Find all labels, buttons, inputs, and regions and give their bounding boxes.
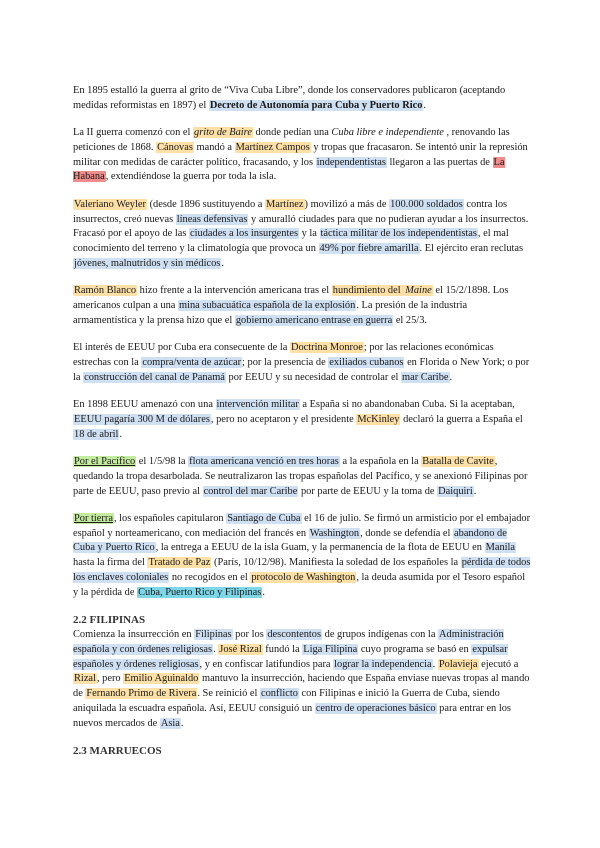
text-run: , renovando las peticiones de 1868.: [73, 127, 510, 153]
text-run: . El ejército eran reclutas: [419, 243, 524, 255]
text-run: .: [119, 428, 123, 440]
highlighted-term: Filipinas: [195, 628, 232, 640]
text-run: el 1/5/98 la: [136, 455, 189, 467]
highlighted-term: La Habana: [73, 156, 505, 183]
text-run: (París, 10/12/98). Manifiesta la soledad de los españoles la: [211, 557, 461, 569]
text-run: .: [213, 643, 219, 655]
paragraph-tierra: [73, 512, 531, 601]
highlighted-term: intervención militar: [216, 399, 299, 411]
highlighted-term: Administración española y con órdenes religiosas: [73, 628, 504, 655]
text-run: el 25/3.: [393, 314, 427, 326]
highlighted-term: ciudades a los insurgentes: [190, 228, 299, 240]
highlighted-term: Asia: [160, 717, 180, 729]
paragraph-filipinas: [73, 628, 531, 732]
highlighted-term: lograr la independencia: [334, 658, 432, 670]
highlighted-term: mar Caribe: [402, 371, 449, 383]
highlighted-term: centro de operaciones básico: [315, 702, 436, 714]
text-run: el 15/2/1898. Los americanos culpan a una: [73, 285, 509, 312]
paragraph-grito-de-baire: [73, 126, 531, 185]
text-run: por EEUU y su necesidad de controlar el: [225, 371, 402, 383]
text-run: , quedando la tropa desarbolada. Se neutralizaron las tropas españolas del Pacífico, y se anexionó Filipinas por parte de EEUU, paso previo al: [73, 455, 528, 497]
text-run: y tropas que fracasaron. Se intentó unir la represión militar con medidas de carácter político, fracasando, y los: [73, 141, 528, 168]
highlighted-term: Ramón Blanco: [74, 285, 137, 297]
highlighted-term: 18 de abril: [74, 428, 119, 440]
highlighted-term: Polavieja: [438, 658, 478, 670]
text-run: no recogidos en el: [169, 572, 251, 584]
text-run: y la: [299, 228, 320, 240]
highlighted-term: Manila: [485, 542, 516, 554]
highlighted-term: líneas defensivas: [176, 213, 248, 225]
highlighted-term: 100.000 soldados: [390, 198, 463, 210]
highlighted-term: construcción del canal de Panamá: [84, 371, 225, 383]
highlighted-term: Cánovas: [157, 141, 193, 153]
text-run: , pero no aceptaron y el presidente: [210, 413, 357, 425]
highlighted-term: Rizal: [74, 673, 96, 685]
text-run: .: [473, 485, 477, 497]
text-run: ejecutó a: [478, 658, 519, 670]
text-run: mandó a: [193, 141, 235, 153]
underlined-highlight: Por tierra: [74, 512, 113, 524]
text-run: ; por la presencia de: [242, 356, 329, 368]
text-run: , los españoles capitularon: [113, 512, 227, 524]
text-run: .: [180, 717, 184, 729]
text-run: por parte de EEUU y la toma de: [298, 485, 438, 497]
highlighted-term: táctica militar de los independentistas: [320, 228, 477, 240]
highlighted-term: Martínez Campos: [235, 141, 310, 153]
highlighted-term: EEUU pagaría 300 M de dólares: [74, 413, 210, 425]
highlighted-term: Daiquiri: [438, 485, 473, 497]
highlighted-term: McKinley: [357, 413, 400, 425]
highlighted-term: Washington: [309, 527, 360, 539]
highlighted-term: Liga Filipina: [303, 643, 358, 655]
text-run: .: [449, 371, 453, 383]
text-run: a España si no abandonaban Cuba. Si la aceptaban,: [299, 399, 515, 411]
text-run: el 16 de julio. Se firmó un armisticio por el embajador español y norteamericano, con mediación del francés en: [73, 512, 531, 539]
highlighted-term: control del mar Caribe: [203, 485, 298, 497]
text-run: , el mal conocimiento del terreno y la climatología que provoca un: [73, 228, 509, 255]
highlighted-term: Decreto de Autonomía para Cuba y Puerto Rico: [209, 99, 423, 111]
highlighted-term: 49% por fiebre amarilla: [319, 243, 419, 255]
text-run: de grupos indígenas con la: [322, 628, 439, 640]
text-run: a la española en la: [339, 455, 422, 467]
paragraph-interes-eeuu: [73, 341, 531, 385]
text-run: declaró la guerra a España el: [400, 413, 523, 425]
text-run: hasta la firma del: [73, 557, 148, 569]
text-run: . Se reinició el: [197, 688, 260, 700]
text-run: llegaron a las puertas de: [386, 156, 493, 168]
document-body: [73, 84, 531, 759]
text-run: , extendiéndose la guerra por toda la isla.: [105, 171, 277, 183]
text-run: para entrar en los nuevos mercados de: [73, 702, 511, 729]
highlighted-term: pérdida de todos los enclaves coloniales: [73, 557, 531, 584]
highlighted-term: Maine: [405, 285, 432, 297]
text-run: hizo frente a la intervención americana tras el: [137, 285, 332, 297]
section-heading-filipinas: 2.2 FILIPINAS: [73, 614, 146, 627]
paragraph-amenaza-1898: [73, 398, 531, 442]
paragraph-pacifico: [73, 455, 531, 499]
text-run: , donde se defendía el: [360, 527, 454, 539]
text-run: cuyo programa se basó en: [358, 643, 472, 655]
highlighted-term: Martínez: [266, 198, 304, 210]
highlighted-term: Emilio Aguinaldo: [124, 673, 199, 685]
highlighted-term: gobierno americano entrase en guerra: [235, 314, 393, 326]
text-run: contra los insurrectos, creó nuevas: [73, 198, 508, 225]
text-run: , pero: [96, 673, 124, 685]
highlighted-term: hundimiento del: [332, 285, 404, 297]
highlighted-term: Fernando Primo de Rivera: [86, 688, 197, 700]
text-run: .: [432, 658, 438, 670]
highlighted-term: flota americana venció en tres horas: [189, 455, 339, 467]
highlighted-term: exiliados cubanos: [329, 356, 404, 368]
highlighted-term: independentistas: [316, 156, 386, 168]
highlighted-term: compra/venta de azúcar: [142, 356, 242, 368]
text-run: , la deuda asumida por el Tesoro español y la pérdida de: [73, 572, 526, 598]
highlighted-term: Tratado de Paz: [148, 557, 211, 569]
text-run: , y en confiscar latifundios para: [199, 658, 334, 670]
text-run: por los: [232, 628, 267, 640]
text-run: en Florida o New York; o por la: [73, 356, 530, 383]
text-run: En 1898 EEUU amenazó con una: [73, 399, 216, 411]
underlined-highlight: Por el Pacífico: [74, 455, 136, 467]
paragraph-ramon-blanco: [73, 284, 531, 328]
highlighted-term: Cuba, Puerto Rico y Filipinas: [138, 586, 262, 598]
text-run: Cuba libre e independiente: [331, 127, 444, 139]
highlighted-term: protocolo de Washington: [251, 572, 356, 584]
text-run: La II guerra comenzó con el: [73, 127, 194, 139]
highlighted-term: mina subacuática española de la explosión: [179, 300, 356, 312]
highlighted-term: jóvenes, malnutridos y sin médicos: [74, 257, 221, 269]
paragraph-cuba-1895: [73, 84, 531, 114]
text-run: mantuvo la insurrección, haciendo que España enviase nuevas tropas al mando de: [73, 673, 530, 700]
highlighted-term: Doctrina Monroe: [290, 342, 363, 354]
text-run: donde pedían una: [252, 127, 332, 139]
text-run: En 1895 estalló la guerra al grito de “Viva Cuba Libre”, donde los conservadores publicaron (aceptando medidas reformistas en 1897) el: [73, 85, 506, 111]
section-heading-marruecos: 2.3 MARRUECOS: [73, 744, 162, 757]
highlighted-term: conflicto: [260, 688, 298, 700]
highlighted-term: Valeriano Weyler: [74, 198, 146, 210]
highlighted-term: expulsar españoles y órdenes religiosas: [73, 643, 508, 670]
text-run: .: [423, 99, 427, 111]
highlighted-term: abandono de Cuba y Puerto Rico: [73, 527, 507, 554]
text-run: . La presión de la industria armamentística y la prensa hizo que el: [73, 300, 468, 326]
text-run: Comienza la insurrección en: [73, 628, 195, 640]
text-run: y amuralló ciudades para que no pudieran ayudar a los insurrectos. Fracasó por el apoyo de las: [73, 213, 529, 240]
highlighted-term: grito de Baire: [194, 127, 252, 139]
text-run: ) movilizó a más de: [304, 198, 390, 210]
text-run: (desde 1896 sustituyendo a: [146, 198, 265, 210]
text-run: con Filipinas e inició la Guerra de Cuba, siendo aniquilada la escuadra española. Así, EEUU consiguió un: [73, 688, 500, 714]
text-run: El interés de EEUU por Cuba era consecuente de la: [73, 342, 290, 354]
highlighted-term: Santiago de Cuba: [227, 512, 301, 524]
highlighted-term: descontentos: [267, 628, 322, 640]
paragraph-weyler: [73, 198, 531, 272]
highlighted-term: José Rizal: [219, 643, 262, 655]
text-run: ; por las relaciones económicas estrechas con la: [73, 342, 494, 368]
text-run: .: [221, 257, 224, 269]
text-run: , la entrega a EEUU de la isla Guam, y la permanencia de la flota de EEUU en: [155, 542, 485, 554]
text-run: fundó la: [262, 643, 303, 655]
highlighted-term: Batalla de Cavite: [422, 455, 494, 467]
text-run: .: [262, 586, 265, 598]
